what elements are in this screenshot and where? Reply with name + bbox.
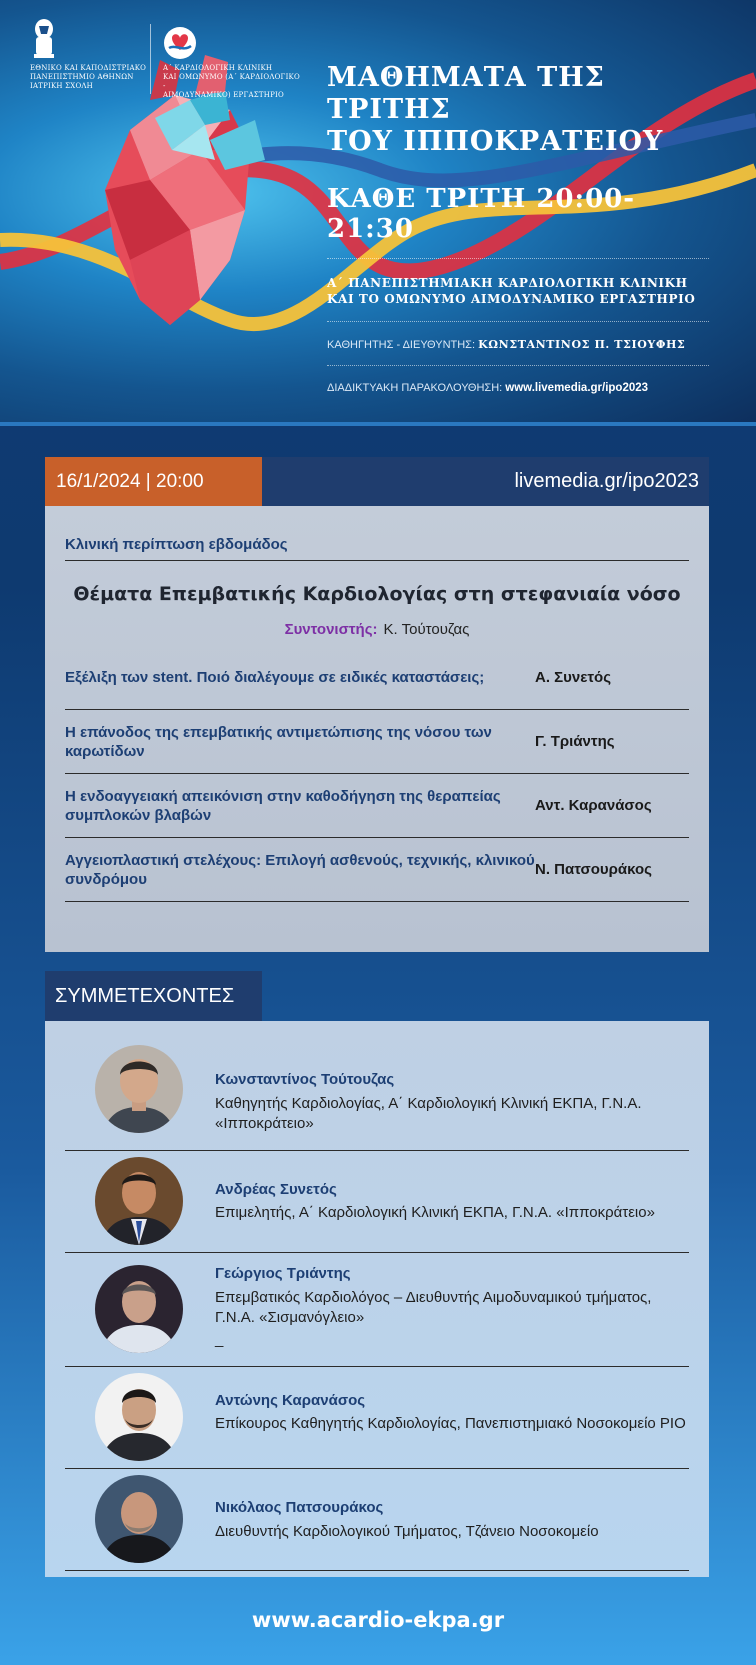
portrait-photo	[95, 1157, 183, 1245]
avatar	[95, 1045, 183, 1133]
participant-role: Επίκουρος Καθηγητής Καρδιολογίας, Πανεπιστημιακό Νοσοκομείο ΡΙΟ	[215, 1415, 686, 1432]
online-label: ΔΙΑΔΙΚΤΥΑΚΗ ΠΑΡΑΚΟΛΟΥΘΗΣΗ:	[327, 382, 503, 394]
avatar	[95, 1373, 183, 1461]
athena-crest-icon	[30, 18, 58, 60]
participants-box	[45, 1021, 709, 1577]
talk-title: Η ενδοαγγειακή απεικόνιση στην καθοδήγηση της θεραπείας συμπλοκών βλαβών	[65, 787, 501, 824]
talk-row	[65, 710, 689, 773]
divider	[65, 560, 689, 561]
talk-title: Αγγειοπλαστική στελέχους: Επιλογή ασθενούς, τεχνικής, κλινικού συνδρόμου	[65, 851, 535, 888]
participant-role: Καθηγητής Καρδιολογίας, Α΄ Καρδιολογική Κλινική ΕΚΠΑ, Γ.Ν.Α. «Ιπποκράτειο»	[215, 1095, 642, 1132]
director-line	[327, 338, 707, 351]
participant-role: Διευθυντής Καρδιολογικού Τμήματος, Τζάνειο Νοσοκομείο	[215, 1523, 599, 1540]
clinic-logo	[163, 26, 303, 100]
talk-speaker: Γ. Τριάντης	[535, 733, 615, 750]
participant-role: Επεμβατικός Καρδιολόγος – Διευθυντής Αιμοδυναμικού τμήματος, Γ.Ν.Α. «Σισμανόγλειο»	[215, 1289, 652, 1326]
university-logo	[30, 18, 165, 91]
program-box	[45, 506, 709, 952]
talk-speaker: Αντ. Καρανάσος	[535, 797, 652, 814]
participant-name: Ανδρέας Συνετός	[215, 1181, 337, 1198]
online-line	[327, 382, 707, 394]
participant-card	[65, 1033, 689, 1151]
director-name: ΚΩΝΣΤΑΝΤΙΝΟΣ Π. ΤΣΙΟΥΦΗΣ	[478, 338, 686, 351]
participant-note: _	[215, 1331, 224, 1348]
coordinator	[65, 621, 689, 638]
portrait-photo	[95, 1265, 183, 1353]
participant-card	[65, 1469, 689, 1571]
avatar	[95, 1475, 183, 1563]
dotted-divider	[327, 321, 709, 322]
series-title: ΜΑΘΗΜΑΤΑ ΤΗΣ ΤΡΙΤΗΣ ΤΟΥ ΙΠΠΟΚΡΑΤΕΙΟΥ	[327, 62, 664, 157]
talk-title: Εξέλιξη των stent. Ποιό διαλέγουμε σε ειδικές καταστάσεις;	[65, 669, 485, 686]
logo-divider	[150, 24, 151, 94]
footer-website[interactable]: www.acardio-ekpa.gr	[251, 1608, 505, 1632]
participant-name: Νικόλαος Πατσουράκος	[215, 1499, 384, 1516]
avatar	[95, 1157, 183, 1245]
director-label: ΚΑΘΗΓΗΤΗΣ - ΔΙΕΥΘΥΝΤΗΣ:	[327, 339, 476, 351]
header-info	[327, 62, 707, 394]
coordinator-name: Κ. Τούτουζας	[383, 621, 470, 638]
participant-card	[65, 1253, 689, 1367]
program-theme: Θέματα Επεμβατικής Καρδιολογίας στη στεφανιαία νόσο	[73, 583, 681, 605]
portrait-photo	[95, 1373, 183, 1461]
portrait-photo	[95, 1045, 183, 1133]
schedule-text: ΚΑΘΕ ΤΡΙΤΗ 20:00-21:30	[327, 184, 636, 244]
talk-row	[65, 646, 689, 709]
event-date: 16/1/2024 | 20:00	[45, 457, 262, 506]
participants-heading: ΣΥΜΜΕΤΕΧΟΝΤΕΣ	[45, 971, 262, 1021]
participant-card	[65, 1367, 689, 1469]
divider	[65, 901, 689, 902]
dotted-divider	[327, 258, 709, 259]
clinic-logo-text: Α΄ ΚΑΡΔΙΟΛΟΓΙΚΗ ΚΛΙΝΙΚΗ ΚΑΙ ΟΜΩΝΥΜΟ (Α΄ ΚΑΡΔΙΟΛΟΓΙΚΟ - ΑΙΜΟΔΥΝΑΜΙΚΟ) ΕΡΓΑΣΤΗΡΙΟ	[163, 64, 300, 99]
portrait-photo	[95, 1475, 183, 1563]
coordinator-label: Συντονιστής:	[284, 621, 378, 638]
university-logo-text: ΕΘΝΙΚΟ ΚΑΙ ΚΑΠΟΔΙΣΤΡΙΑΚΟ ΠΑΝΕΠΙΣΤΗΜΙΟ ΑΘΗΝΩΝ ΙΑΤΡΙΚΗ ΣΧΟΛΗ	[30, 64, 147, 90]
online-link[interactable]: www.livemedia.gr/ipo2023	[505, 382, 649, 394]
participant-role: Επιμελητής, Α΄ Καρδιολογική Κλινική ΕΚΠΑ, Γ.Ν.Α. «Ιπποκράτειο»	[215, 1204, 655, 1221]
participant-name: Κωνσταντίνος Τούτουζας	[215, 1071, 395, 1088]
header-logos	[30, 18, 300, 98]
program-bar	[45, 457, 709, 506]
talk-title: Η επάνοδος της επεμβατικής αντιμετώπισης της νόσου των καρωτίδων	[65, 723, 492, 760]
participant-card	[65, 1151, 689, 1253]
program-link[interactable]: livemedia.gr/ipo2023	[514, 470, 699, 492]
talk-speaker: Ν. Πατσουράκος	[535, 861, 652, 878]
avatar	[95, 1265, 183, 1353]
clinic-mark-icon	[163, 26, 197, 60]
talk-row	[65, 838, 689, 901]
talk-row	[65, 774, 689, 837]
event-header	[0, 0, 756, 426]
talk-speaker: Α. Συνετός	[535, 669, 612, 686]
weekly-case: Κλινική περίπτωση εβδομάδος	[65, 536, 288, 553]
participant-name: Γεώργιος Τριάντης	[215, 1265, 351, 1282]
clinic-name: Α΄ ΠΑΝΕΠΙΣΤΗΜΙΑΚΗ ΚΑΡΔΙΟΛΟΓΙΚΗ ΚΛΙΝΙΚΗ ΚΑΙ ΤΟ ΟΜΩΝΥΜΟ ΑΙΜΟΔΥΝΑΜΙΚΟ ΕΡΓΑΣΤΗΡΙΟ	[327, 276, 696, 306]
dotted-divider	[327, 365, 709, 366]
participant-name: Αντώνης Καρανάσος	[215, 1392, 366, 1409]
